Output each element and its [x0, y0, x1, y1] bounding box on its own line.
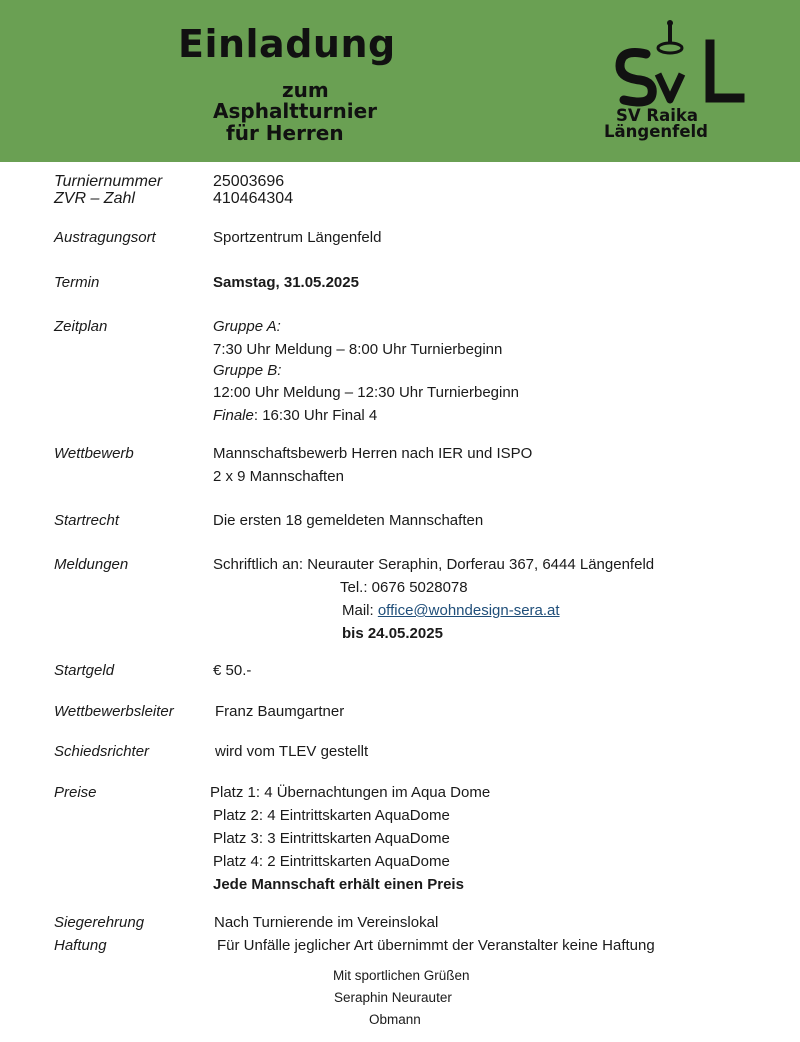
header-banner [0, 0, 800, 162]
schiri-label: Schiedsrichter [54, 743, 150, 760]
closing-role: Obmann [369, 1012, 421, 1027]
subtitle-line-3: für Herren [226, 121, 344, 145]
siegerehrung-value: Nach Turnierende im Vereinslokal [214, 914, 439, 931]
closing-greeting: Mit sportlichen Grüßen [333, 968, 470, 983]
club-logo [602, 18, 772, 144]
zeitplan-b-text: 12:00 Uhr Meldung – 12:30 Uhr Turnierbeginn [213, 384, 520, 401]
zvr-value: 410464304 [213, 190, 294, 207]
wettbewerb-line-1: Mannschaftsbewerb Herren nach IER und ISPO [213, 445, 533, 462]
zeitplan-finale [213, 407, 377, 424]
subtitle-line-2: Asphaltturnier [213, 99, 378, 123]
startrecht-value: Die ersten 18 gemeldeten Mannschaften [213, 512, 484, 529]
email-link[interactable]: office@wohndesign-sera.at [377, 602, 560, 619]
wettbewerb-label: Wettbewerb [54, 445, 134, 462]
meldungen-label: Meldungen [54, 556, 129, 573]
logo-line-1: SV Raika [616, 106, 699, 125]
leiter-label: Wettbewerbsleiter [54, 703, 174, 720]
ort-value: Sportzentrum Längenfeld [213, 229, 382, 246]
closing-name: Seraphin Neurauter [334, 990, 452, 1005]
preise-label: Preise [54, 784, 97, 801]
zeitplan-gruppe-a: Gruppe A: [213, 318, 281, 335]
zeitplan-a-text: 7:30 Uhr Meldung – 8:00 Uhr Turnierbeginn [213, 341, 503, 358]
startgeld-label: Startgeld [54, 662, 115, 679]
leiter-value: Franz Baumgartner [215, 703, 345, 720]
preis-4: Platz 4: 2 Eintrittskarten AquaDome [213, 853, 450, 870]
zvr-label: ZVR – Zahl [54, 190, 135, 207]
meldungen-line-1: Schriftlich an: Neurauter Seraphin, Dorferau 367, 6444 Längenfeld [213, 556, 655, 573]
startgeld-value: € 50.- [213, 662, 252, 679]
termin-label: Termin [54, 274, 100, 291]
mail-prefix: Mail: [342, 602, 378, 619]
finale-text: : 16:30 Uhr Final 4 [253, 407, 378, 424]
haftung-value: Für Unfälle jeglicher Art übernimmt der Veranstalter keine Haftung [217, 937, 655, 954]
turniernummer-label: Turniernummer [54, 173, 163, 190]
preis-alle: Jede Mannschaft erhält einen Preis [213, 876, 464, 893]
meldungen-deadline: bis 24.05.2025 [342, 625, 443, 642]
meldungen-mail-line [342, 602, 560, 619]
zeitplan-gruppe-b: Gruppe B: [213, 362, 282, 379]
termin-value: Samstag, 31.05.2025 [213, 274, 359, 291]
preis-3: Platz 3: 3 Eintrittskarten AquaDome [213, 830, 450, 847]
turniernummer-value: 25003696 [213, 173, 285, 190]
siegerehrung-label: Siegerehrung [54, 914, 145, 931]
preis-2: Platz 2: 4 Eintrittskarten AquaDome [213, 807, 450, 824]
logo-line-2: Längenfeld [604, 122, 708, 141]
meldungen-tel: Tel.: 0676 5028078 [340, 579, 468, 596]
haftung-label: Haftung [54, 937, 107, 954]
zeitplan-label: Zeitplan [54, 318, 108, 335]
page-title: Einladung [178, 22, 396, 66]
subtitle-line-1: zum [282, 78, 329, 102]
ort-label: Austragungsort [54, 229, 156, 246]
wettbewerb-line-2: 2 x 9 Mannschaften [213, 468, 344, 485]
finale-label: Finale [213, 407, 254, 424]
schiri-value: wird vom TLEV gestellt [215, 743, 369, 760]
startrecht-label: Startrecht [54, 512, 120, 529]
preis-1: Platz 1: 4 Übernachtungen im Aqua Dome [210, 784, 491, 801]
